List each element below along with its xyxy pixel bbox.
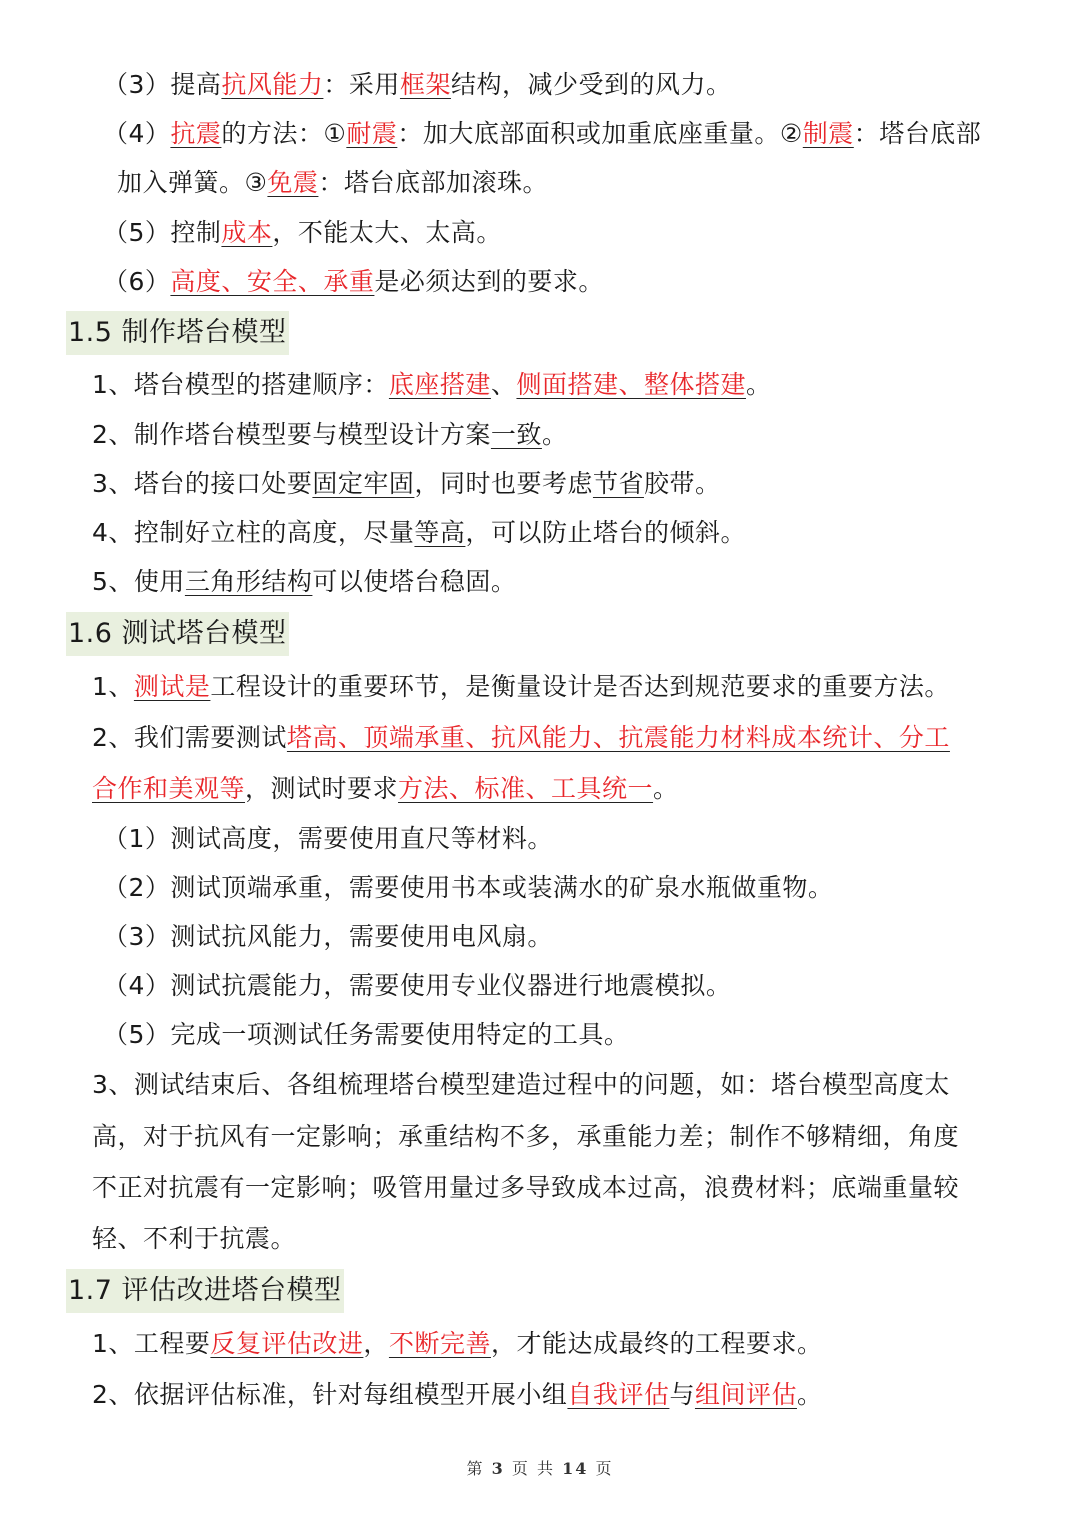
- list-item: （5）控制成本，不能太大、太高。: [103, 218, 502, 247]
- list-item: 1、塔台模型的搭建顺序：底座搭建、侧面搭建、整体搭建。: [92, 370, 772, 399]
- list-item: 5、使用三角形结构可以使塔台稳固。: [92, 567, 517, 596]
- paragraph-line: 轻、不利于抗震。: [92, 1224, 297, 1253]
- section-heading: 1.6 测试塔台模型: [66, 612, 289, 656]
- list-item: （3）测试抗风能力，需要使用电风扇。: [103, 922, 553, 951]
- paragraph-line: 高，对于抗风有一定影响；承重结构不多，承重能力差；制作不够精细，角度: [92, 1122, 960, 1151]
- list-item: （5）完成一项测试任务需要使用特定的工具。: [103, 1020, 630, 1049]
- list-item: 2、制作塔台模型要与模型设计方案一致。: [92, 420, 568, 449]
- list-item: 加入弹簧。③免震：塔台底部加滚珠。: [117, 168, 548, 197]
- list-item: （4）抗震的方法：①耐震：加大底部面积或加重底座重量。②制震：塔台底部: [103, 119, 982, 148]
- list-item: 1、工程要反复评估改进，不断完善，才能达成最终的工程要求。: [92, 1329, 823, 1358]
- list-item: 合作和美观等，测试时要求方法、标准、工具统一。: [92, 774, 679, 803]
- list-item: （4）测试抗震能力，需要使用专业仪器进行地震模拟。: [103, 971, 732, 1000]
- list-item: 2、依据评估标准，针对每组模型开展小组自我评估与组间评估。: [92, 1380, 823, 1409]
- section-heading: 1.7 评估改进塔台模型: [66, 1269, 344, 1313]
- section-heading: 1.5 制作塔台模型: [66, 311, 289, 355]
- list-item: （1）测试高度，需要使用直尺等材料。: [103, 824, 553, 853]
- paragraph-line: 3、测试结束后、各组梳理塔台模型建造过程中的问题，如：塔台模型高度太: [92, 1070, 950, 1099]
- paragraph-line: 不正对抗震有一定影响；吸管用量过多导致成本过高，浪费材料；底端重量较: [92, 1173, 960, 1202]
- page-number: 第 3 页 共 14 页: [466, 1459, 614, 1478]
- list-item: （2）测试顶端承重，需要使用书本或装满水的矿泉水瓶做重物。: [103, 873, 834, 902]
- list-item: 3、塔台的接口处要固定牢固，同时也要考虑节省胶带。: [92, 469, 721, 498]
- list-item: 1、测试是工程设计的重要环节，是衡量设计是否达到规范要求的重要方法。: [92, 672, 950, 701]
- list-item: 4、控制好立柱的高度，尽量等高，可以防止塔台的倾斜。: [92, 518, 746, 547]
- list-item: 2、我们需要测试塔高、顶端承重、抗风能力、抗震能力材料成本统计、分工: [92, 723, 950, 752]
- list-item: （6）高度、安全、承重是必须达到的要求。: [103, 267, 604, 296]
- list-item: （3）提高抗风能力：采用框架结构，减少受到的风力。: [103, 70, 732, 99]
